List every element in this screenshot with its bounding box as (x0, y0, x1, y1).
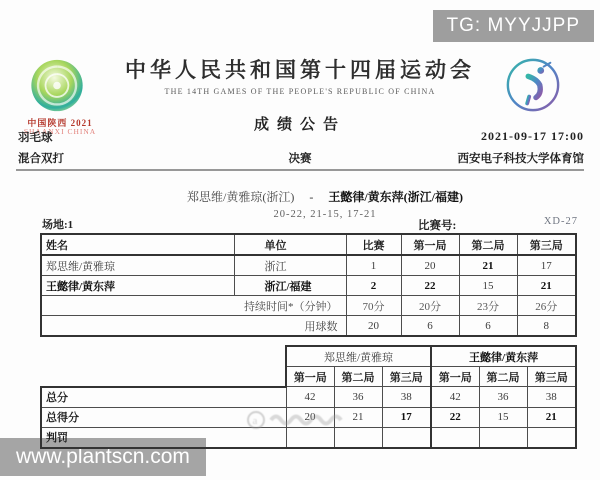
stats-subheader-spacer (41, 367, 286, 387)
pair2-name: 王懿律/黄东萍(浙江/福建) (328, 190, 463, 204)
stats-g2-game2-header: 第二局 (479, 367, 527, 387)
col-header-match: 比赛 (346, 234, 401, 255)
stats-header-spacer (41, 346, 286, 367)
total-score-value: 15 (479, 407, 527, 427)
total-score-value: 21 (334, 407, 382, 427)
total-points-value: 42 (286, 387, 334, 408)
event-label: 混合双打 (18, 153, 64, 165)
set-scores: 20-22, 21-15, 17-21 (273, 209, 377, 220)
penalty-value (382, 427, 431, 448)
stats-g2-game1-header: 第一局 (431, 367, 479, 387)
total-points-row (41, 387, 576, 408)
badminton-pictogram-icon (504, 56, 562, 114)
pair1-game3-score: 17 (517, 255, 576, 276)
stats-g1-game2-header: 第二局 (334, 367, 382, 387)
match-number-label: 比赛号: (418, 220, 457, 232)
weibo-watermark-icon (245, 408, 360, 435)
pair2-row-unit: 浙江/福建 (234, 276, 346, 296)
penalty-value (479, 427, 527, 448)
shuttles-game1: 6 (401, 316, 459, 337)
page-subtitle-en: THE 14TH GAMES OF THE PEOPLE'S REPUBLIC OF CHINA (164, 87, 436, 96)
pair1-row-name: 郑思维/黄雅琼 (41, 255, 234, 276)
shuttles-game2: 6 (459, 316, 517, 337)
table-header-row (41, 234, 576, 255)
bulletin-title: 成绩公告 (253, 117, 346, 133)
emblem-caption-cn: 中国陕西 2021 (27, 118, 93, 128)
header-title-block (105, 54, 495, 134)
stats-g1-game1-header: 第一局 (286, 367, 334, 387)
duration-row (41, 296, 576, 316)
table-row (41, 276, 576, 296)
pair1-match-no: 1 (346, 255, 401, 276)
page-title: 中华人民共和国第十四届运动会 (125, 58, 475, 82)
total-points-value: 36 (334, 387, 382, 408)
match-title-line (70, 188, 580, 205)
penalty-value (431, 427, 479, 448)
pair1-row-unit: 浙江 (234, 255, 346, 276)
col-header-game3: 第三局 (517, 234, 576, 255)
shuttles-total: 20 (346, 316, 401, 337)
total-points-value: 38 (382, 387, 431, 408)
stats-g2-game3-header: 第三局 (527, 367, 576, 387)
match-datetime: 2021-09-17 17:00 (481, 129, 584, 143)
total-points-value: 42 (431, 387, 479, 408)
game-results-table (40, 233, 577, 337)
total-score-value: 22 (431, 407, 479, 427)
pair2-row-name: 王懿律/黄东萍 (41, 276, 234, 296)
svg-text:a: a (252, 415, 258, 427)
col-header-unit: 单位 (234, 234, 346, 255)
pair1-name: 郑思维/黄雅琼(浙江) (187, 190, 295, 204)
pair2-match-no: 2 (346, 276, 401, 296)
pair1-game2-score: 21 (459, 255, 517, 276)
games-emblem-icon (28, 57, 86, 114)
penalty-value (527, 427, 576, 448)
pair2-game1-score: 22 (401, 276, 459, 296)
round-label: 决赛 (288, 153, 312, 165)
total-score-value: 17 (382, 407, 431, 427)
duration-game1: 20分 (401, 296, 459, 316)
table-row (41, 255, 576, 276)
url-watermark-badge: www.plantscn.com (0, 438, 206, 476)
pair1-game1-score: 20 (401, 255, 459, 276)
stats-g1-game3-header: 第三局 (382, 367, 431, 387)
total-score-value: 20 (286, 407, 334, 427)
duration-game3: 26分 (517, 296, 576, 316)
total-points-value: 38 (527, 387, 576, 408)
total-score-label: 总得分 (41, 407, 286, 427)
tg-watermark-badge: TG: MYYJJPP (433, 10, 594, 42)
versus-separator: - (309, 190, 314, 204)
duration-total: 70分 (346, 296, 401, 316)
pair2-game3-score: 21 (517, 276, 576, 296)
stats-group1-name: 郑思维/黄雅琼 (286, 346, 431, 367)
penalty-label: 判罚 (41, 427, 286, 448)
col-header-game1: 第一局 (401, 234, 459, 255)
total-points-value: 36 (479, 387, 527, 408)
match-number-value: XD-27 (543, 216, 578, 227)
total-score-value: 21 (527, 407, 576, 427)
header-divider (16, 169, 584, 171)
emblem-caption-en: SHAANXI CHINA (23, 127, 97, 136)
venue-label: 西安电子科技大学体育馆 (457, 153, 584, 165)
total-points-label: 总分 (41, 387, 286, 408)
sport-label: 羽毛球 (18, 132, 53, 144)
shuttles-row (41, 316, 576, 337)
pair2-game2-score: 15 (459, 276, 517, 296)
col-header-name: 姓名 (41, 234, 234, 255)
stats-subheader-row (41, 367, 576, 387)
duration-game2: 23分 (459, 296, 517, 316)
court-number: 场地:1 (42, 219, 74, 231)
stats-group2-name: 王懿律/黄东萍 (431, 346, 576, 367)
shuttles-label: 用球数 (41, 316, 346, 337)
shuttles-game3: 8 (517, 316, 576, 337)
col-header-game2: 第二局 (459, 234, 517, 255)
duration-label: 持续时间*（分钟） (41, 296, 346, 316)
stats-group-header-row (41, 346, 576, 367)
